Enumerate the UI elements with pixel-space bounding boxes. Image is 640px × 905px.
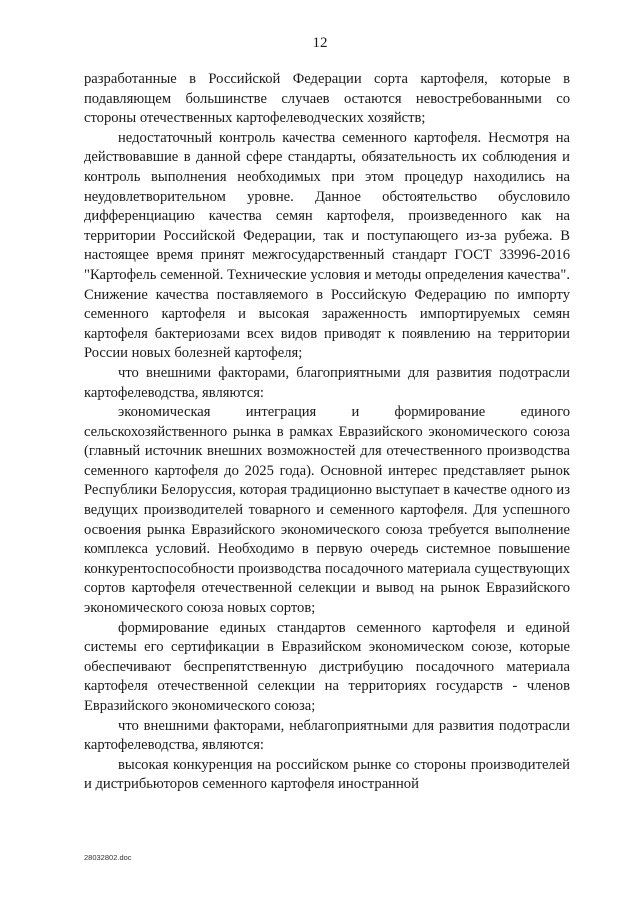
page-number: 12	[312, 35, 328, 51]
paragraph: недостаточный контроль качества семенного картофеля. Несмотря на действовавшие в данной сфере стандарты, обязательность их соблюдения и контроль выполнения необходимых при этом процедур находились на неудовлетворительном уровне. Данное обстоятельство обусловило дифференциацию качества семян картофеля, произведенного как на территории Российской Федерации, так и поступающего из-за рубежа. В настоящее время принят межгосударственный стандарт ГОСТ 33996-2016 "Картофель семенной. Технические условия и методы определения качества". Снижение качества поставляемого в Российскую Федерацию по импорту семенного картофеля и высокая зараженность импортируемых семян картофеля бактериозами всех видов приводят к появлению на территории России новых болезней картофеля;	[84, 129, 570, 362]
paragraph: формирование единых стандартов семенного картофеля и единой системы его сертификации в Евразийском экономическом союзе, которые обеспечивают беспрепятственную дистрибуцию посадочного материала картофеля отечественной селекции на территориях государств - членов Евразийского экономического союза;	[84, 619, 570, 714]
file-name-footer: 28032802.doc	[84, 853, 132, 862]
paragraph: что внешними факторами, неблагоприятными для развития подотрасли картофелеводства, являются:	[84, 717, 570, 754]
body-text	[84, 70, 570, 795]
paragraph: что внешними факторами, благоприятными для развития подотрасли картофелеводства, являются:	[84, 364, 570, 401]
paragraph: экономическая интеграция и формирование единого сельскохозяйственного рынка в рамках Евразийского экономического союза (главный источник внешних возможностей для отечественного производства семенного картофеля до 2025 года). Основной интерес представляет рынок Республики Белоруссия, которая традиционно выступает в качестве одного из ведущих производителей товарного и семенного картофеля. Для успешного освоения рынка Евразийского экономического союза требуется выполнение комплекса условий. Необходимо в первую очередь системное повышение конкурентоспособности производства посадочного материала существующих сортов картофеля отечественной селекции и вывод на рынок Евразийского экономического союза новых сортов;	[84, 404, 570, 617]
paragraph: высокая конкуренция на российском рынке со стороны производителей и дистрибьюторов семенного картофеля иностранной	[84, 756, 570, 793]
paragraph: разработанные в Российской Федерации сорта картофеля, которые в подавляющем большинстве случаев остаются невостребованными со стороны отечественных картофелеводческих хозяйств;	[84, 71, 570, 127]
